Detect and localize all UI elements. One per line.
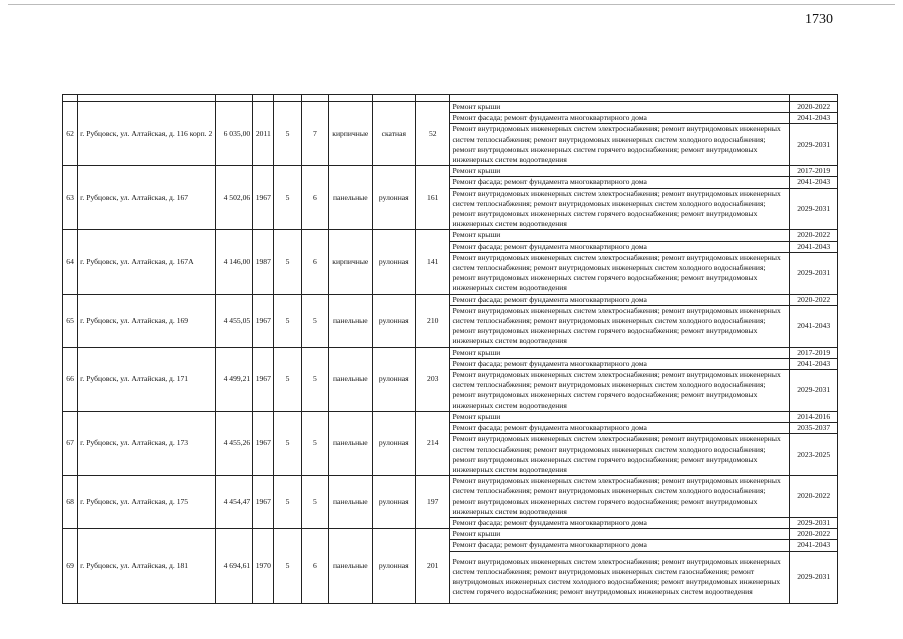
- work-period: 2041-2043: [790, 358, 838, 369]
- row-number: 65: [63, 294, 78, 347]
- residents-count: 203: [416, 347, 450, 411]
- roof-type: рулонная: [372, 294, 416, 347]
- wall-material: кирпичные: [329, 102, 373, 166]
- work-period: 2029-2031: [790, 188, 838, 230]
- roof-type: рулонная: [372, 230, 416, 294]
- table-row: [63, 102, 838, 113]
- work-description: Ремонт крыши: [450, 347, 790, 358]
- building-area: 4 455,26: [215, 411, 252, 475]
- table-row: [63, 230, 838, 241]
- table-row: [63, 411, 838, 422]
- entrances-count: 6: [301, 230, 328, 294]
- work-description: Ремонт крыши: [450, 411, 790, 422]
- table-top-row: [63, 95, 838, 102]
- work-description: Ремонт внутридомовых инженерных систем электроснабжения; ремонт внутридомовых инженерных систем теплоснабжения; ремонт внутридомовых инженерных систем холодного водоснабжения; ремонт внутридомовых инженерных систем горячего водоснабжения; ремонт внутридомовых инженерных систем водоотведения: [450, 124, 790, 166]
- building-address: г. Рубцовск, ул. Алтайская, д. 171: [78, 347, 216, 411]
- build-year: 1967: [253, 347, 274, 411]
- work-description: Ремонт внутридомовых инженерных систем электроснабжения; ремонт внутридомовых инженерных систем теплоснабжения; ремонт внутридомовых инженерных систем холодного водоснабжения; ремонт внутридомовых инженерных систем горячего водоснабжения; ремонт внутридомовых инженерных систем водоотведения: [450, 434, 790, 476]
- table-row: [63, 166, 838, 177]
- wall-material: панельные: [329, 347, 373, 411]
- work-description: Ремонт внутридомовых инженерных систем электроснабжения; ремонт внутридомовых инженерных систем теплоснабжения; ремонт внутридомовых инженерных систем холодного водоснабжения; ремонт внутридомовых инженерных систем горячего водоснабжения; ремонт внутридомовых инженерных систем водоотведения: [450, 370, 790, 412]
- work-period: 2020-2022: [790, 294, 838, 305]
- residents-count: 141: [416, 230, 450, 294]
- work-period: 2029-2031: [790, 551, 838, 603]
- work-period: 2020-2022: [790, 529, 838, 540]
- row-number: 63: [63, 166, 78, 230]
- work-period: 2029-2031: [790, 252, 838, 294]
- building-area: 4 455,05: [215, 294, 252, 347]
- work-description: Ремонт внутридомовых инженерных систем электроснабжения; ремонт внутридомовых инженерных систем теплоснабжения; ремонт внутридомовых инженерных систем холодного водоснабжения; ремонт внутридомовых инженерных систем горячего водоснабжения; ремонт внутридомовых инженерных систем водоотведения: [450, 476, 790, 518]
- entrances-count: 5: [301, 294, 328, 347]
- entrances-count: 5: [301, 411, 328, 475]
- wall-material: панельные: [329, 411, 373, 475]
- work-period: 2029-2031: [790, 124, 838, 166]
- build-year: 1967: [253, 411, 274, 475]
- building-address: г. Рубцовск, ул. Алтайская, д. 167: [78, 166, 216, 230]
- work-description: Ремонт крыши: [450, 102, 790, 113]
- work-description: Ремонт крыши: [450, 529, 790, 540]
- building-address: г. Рубцовск, ул. Алтайская, д. 167А: [78, 230, 216, 294]
- floors-count: 5: [274, 230, 301, 294]
- scan-top-edge: [8, 4, 895, 5]
- table-row: [63, 529, 838, 540]
- work-period: 2041-2043: [790, 177, 838, 188]
- row-number: 62: [63, 102, 78, 166]
- residents-count: 201: [416, 529, 450, 603]
- work-period: 2029-2031: [790, 517, 838, 528]
- build-year: 1987: [253, 230, 274, 294]
- work-description: Ремонт фасада; ремонт фундамента многоквартирного дома: [450, 423, 790, 434]
- floors-count: 5: [274, 476, 301, 529]
- row-number: 67: [63, 411, 78, 475]
- work-description: Ремонт фасада; ремонт фундамента многоквартирного дома: [450, 113, 790, 124]
- roof-type: рулонная: [372, 166, 416, 230]
- floors-count: 5: [274, 102, 301, 166]
- work-description: Ремонт фасада; ремонт фундамента многоквартирного дома: [450, 241, 790, 252]
- work-period: 2029-2031: [790, 370, 838, 412]
- roof-type: рулонная: [372, 476, 416, 529]
- wall-material: панельные: [329, 529, 373, 603]
- table-row: [63, 476, 838, 518]
- build-year: 1967: [253, 166, 274, 230]
- residents-count: 52: [416, 102, 450, 166]
- row-number: 68: [63, 476, 78, 529]
- building-area: 4 502,06: [215, 166, 252, 230]
- build-year: 2011: [253, 102, 274, 166]
- residents-count: 214: [416, 411, 450, 475]
- building-address: г. Рубцовск, ул. Алтайская, д. 116 корп. 2: [78, 102, 216, 166]
- building-address: г. Рубцовск, ул. Алтайская, д. 173: [78, 411, 216, 475]
- page-number: 1730: [805, 12, 833, 27]
- build-year: 1967: [253, 476, 274, 529]
- building-address: г. Рубцовск, ул. Алтайская, д. 169: [78, 294, 216, 347]
- building-address: г. Рубцовск, ул. Алтайская, д. 181: [78, 529, 216, 603]
- work-description: Ремонт крыши: [450, 230, 790, 241]
- work-period: 2035-2037: [790, 423, 838, 434]
- table-row: [63, 294, 838, 305]
- building-area: 4 454,47: [215, 476, 252, 529]
- floors-count: 5: [274, 294, 301, 347]
- work-description: Ремонт внутридомовых инженерных систем электроснабжения; ремонт внутридомовых инженерных систем теплоснабжения; ремонт внутридомовых инженерных систем холодного водоснабжения; ремонт внутридомовых инженерных систем горячего водоснабжения; ремонт внутридомовых инженерных систем водоотведения: [450, 188, 790, 230]
- floors-count: 5: [274, 347, 301, 411]
- work-period: 2023-2025: [790, 434, 838, 476]
- roof-type: рулонная: [372, 347, 416, 411]
- work-period: 2014-2016: [790, 411, 838, 422]
- entrances-count: 6: [301, 529, 328, 603]
- roof-type: рулонная: [372, 411, 416, 475]
- work-period: 2020-2022: [790, 102, 838, 113]
- building-area: 4 499,21: [215, 347, 252, 411]
- work-description: Ремонт фасада; ремонт фундамента многоквартирного дома: [450, 358, 790, 369]
- build-year: 1967: [253, 294, 274, 347]
- entrances-count: 6: [301, 166, 328, 230]
- work-description: Ремонт фасада; ремонт фундамента многоквартирного дома: [450, 540, 790, 551]
- build-year: 1970: [253, 529, 274, 603]
- entrances-count: 5: [301, 347, 328, 411]
- work-description: Ремонт фасада; ремонт фундамента многоквартирного дома: [450, 517, 790, 528]
- work-period: 2017-2019: [790, 347, 838, 358]
- work-period: 2020-2022: [790, 476, 838, 518]
- roof-type: рулонная: [372, 529, 416, 603]
- building-area: 4 694,61: [215, 529, 252, 603]
- work-description: Ремонт внутридомовых инженерных систем электроснабжения; ремонт внутридомовых инженерных систем теплоснабжения; ремонт внутридомовых инженерных систем холодного водоснабжения; ремонт внутридомовых инженерных систем горячего водоснабжения; ремонт внутридомовых инженерных систем водоотведения: [450, 252, 790, 294]
- building-area: 6 035,00: [215, 102, 252, 166]
- floors-count: 5: [274, 411, 301, 475]
- work-description: Ремонт внутридомовых инженерных систем электроснабжения; ремонт внутридомовых инженерных систем теплоснабжения; ремонт внутридомовых инженерных систем холодного водоснабжения; ремонт внутридомовых инженерных систем горячего водоснабжения; ремонт внутридомовых инженерных систем водоотведения: [450, 305, 790, 347]
- roof-type: скатная: [372, 102, 416, 166]
- row-number: 69: [63, 529, 78, 603]
- row-number: 66: [63, 347, 78, 411]
- residents-count: 197: [416, 476, 450, 529]
- work-period: 2041-2043: [790, 113, 838, 124]
- work-period: 2041-2043: [790, 305, 838, 347]
- residents-count: 210: [416, 294, 450, 347]
- work-description: Ремонт крыши: [450, 166, 790, 177]
- entrances-count: 7: [301, 102, 328, 166]
- repair-schedule-table: [62, 94, 838, 604]
- residents-count: 161: [416, 166, 450, 230]
- work-period: 2017-2019: [790, 166, 838, 177]
- building-area: 4 146,00: [215, 230, 252, 294]
- work-period: 2041-2043: [790, 540, 838, 551]
- work-description: Ремонт внутридомовых инженерных систем электроснабжения; ремонт внутридомовых инженерных систем теплоснабжения; ремонт внутридомовых инженерных систем газоснабжения; ремонт внутридомовых инженерных систем холодного водоснабжения; ремонт внутридомовых инженерных систем горячего водоснабжения; ремонт внутридомовых инженерных систем водоотведения: [450, 551, 790, 603]
- table-row: [63, 347, 838, 358]
- wall-material: панельные: [329, 476, 373, 529]
- row-number: 64: [63, 230, 78, 294]
- entrances-count: 5: [301, 476, 328, 529]
- work-description: Ремонт фасада; ремонт фундамента многоквартирного дома: [450, 294, 790, 305]
- work-period: 2041-2043: [790, 241, 838, 252]
- building-address: г. Рубцовск, ул. Алтайская, д. 175: [78, 476, 216, 529]
- floors-count: 5: [274, 166, 301, 230]
- work-description: Ремонт фасада; ремонт фундамента многоквартирного дома: [450, 177, 790, 188]
- wall-material: панельные: [329, 294, 373, 347]
- floors-count: 5: [274, 529, 301, 603]
- wall-material: кирпичные: [329, 230, 373, 294]
- work-period: 2020-2022: [790, 230, 838, 241]
- wall-material: панельные: [329, 166, 373, 230]
